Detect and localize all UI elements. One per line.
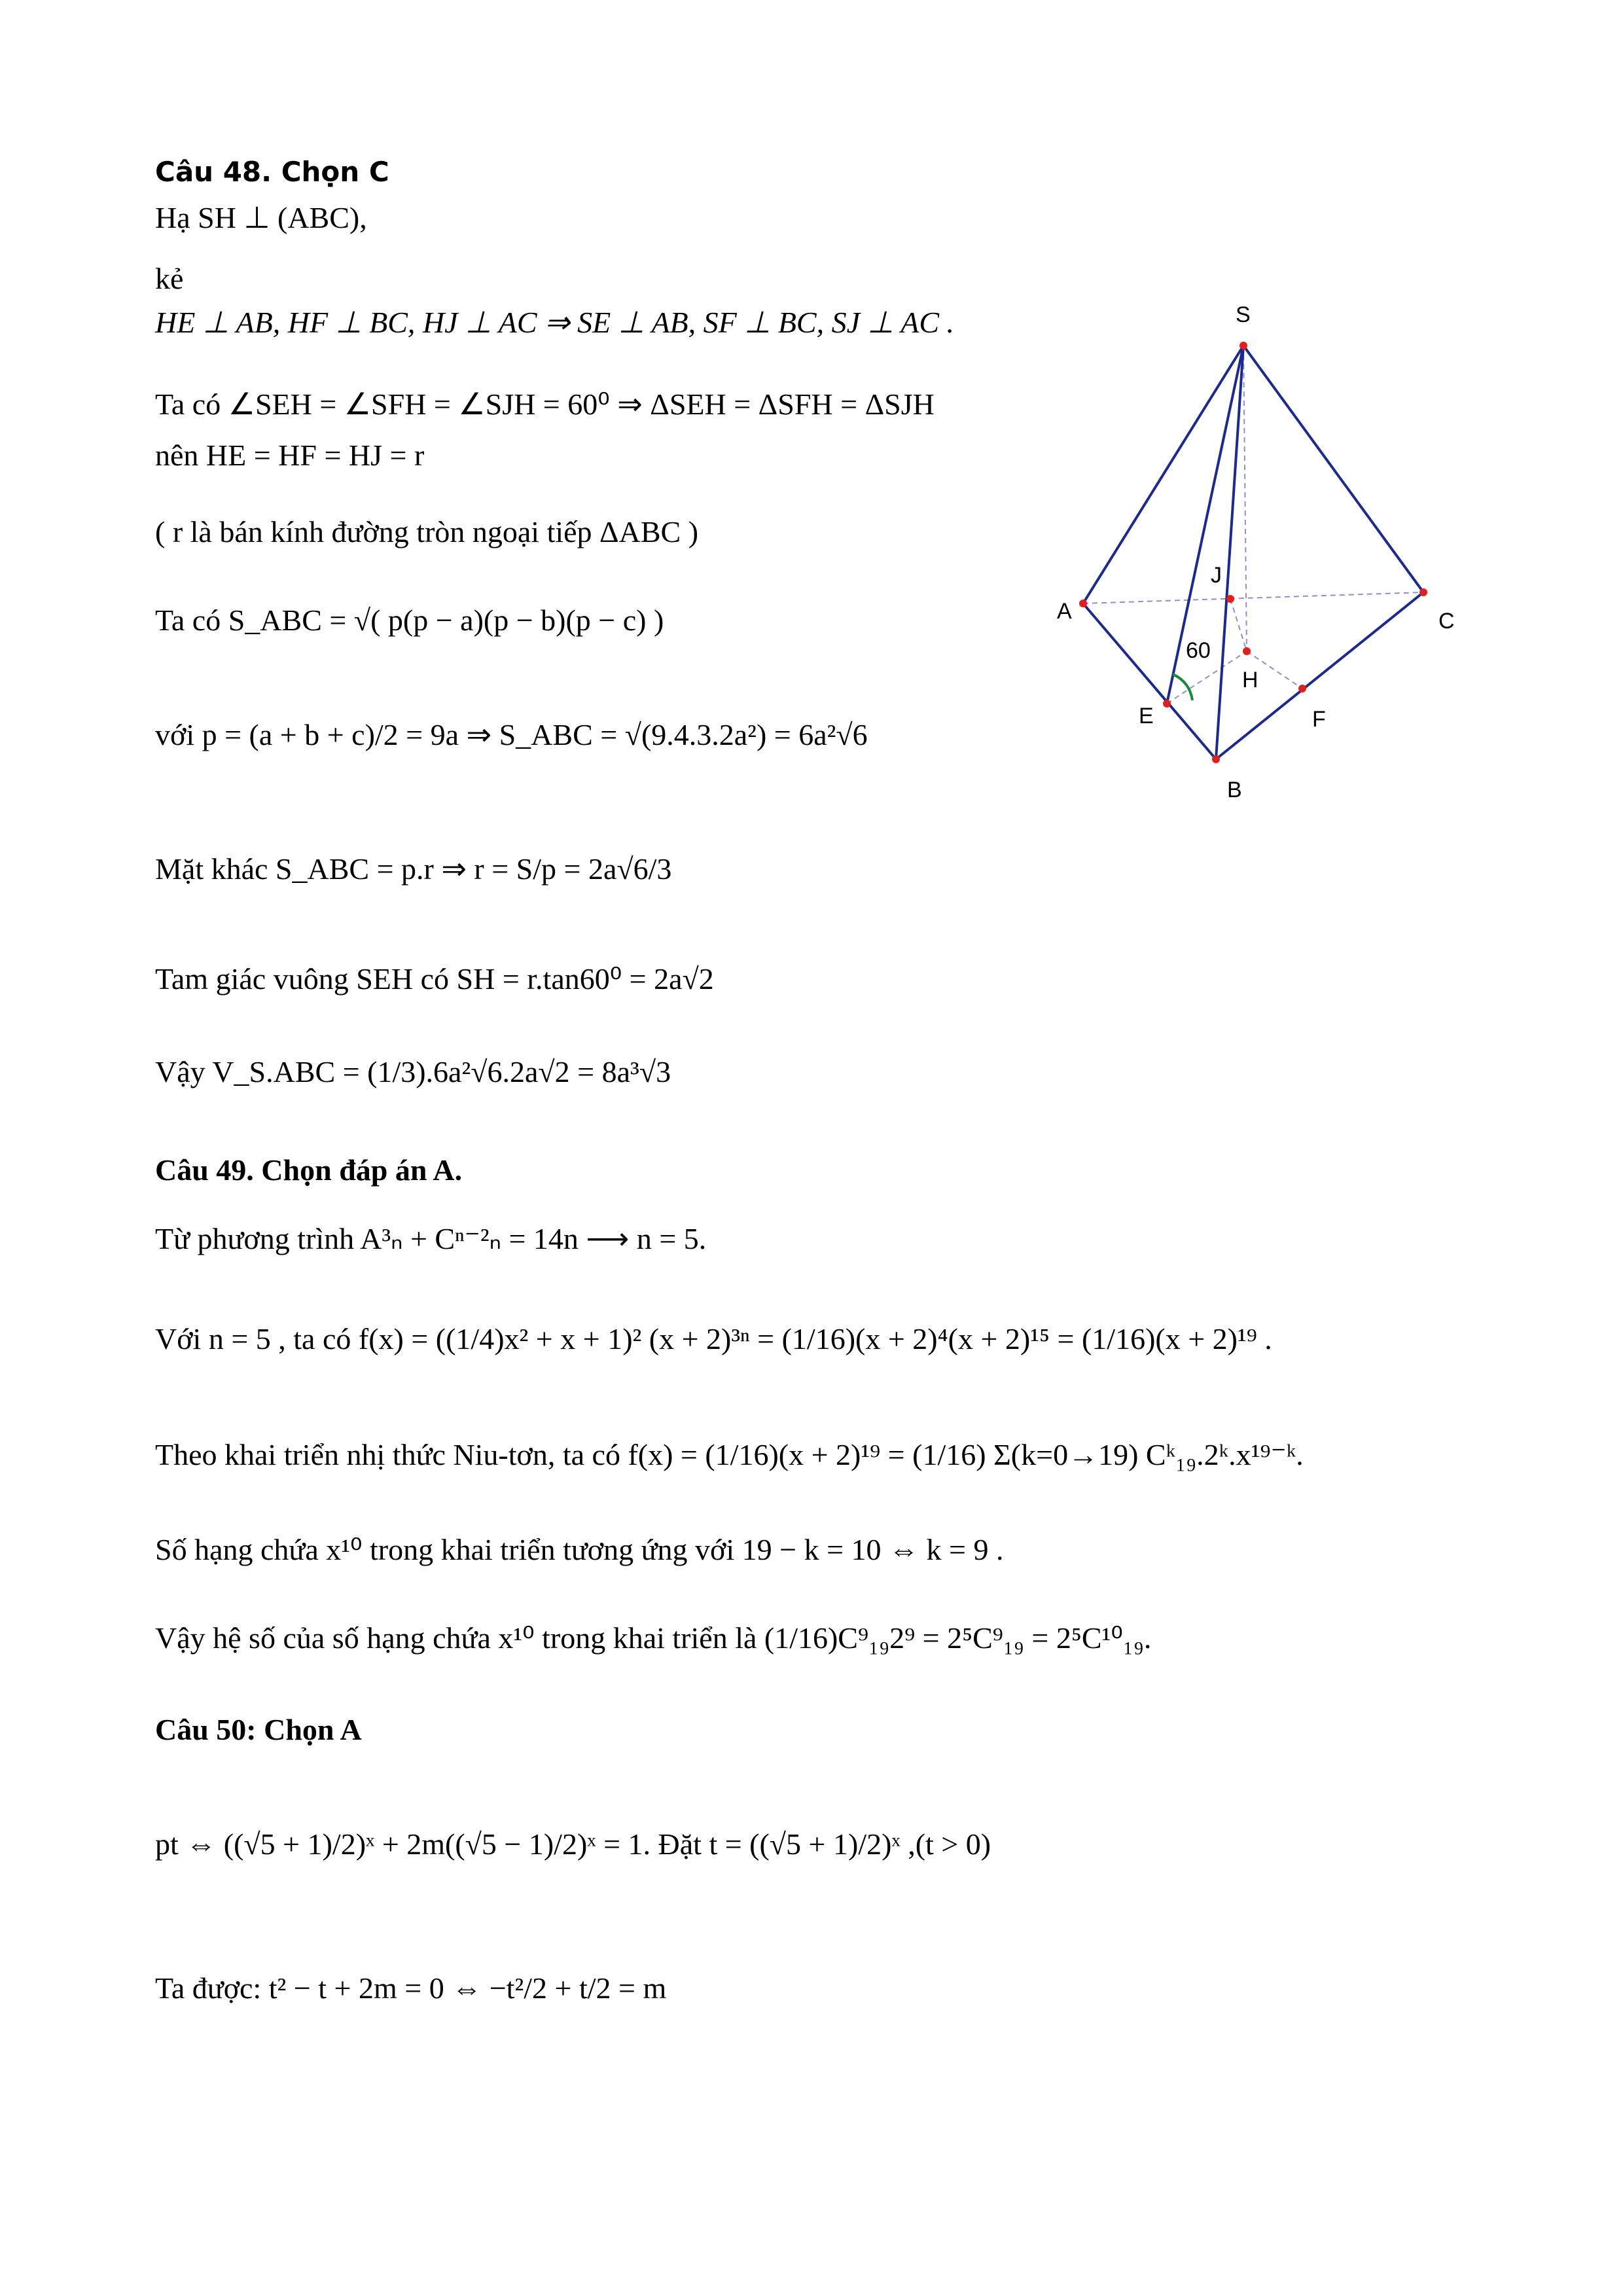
q48-line8: với p = (a + b + c)/2 = 9a ⇒ S_ABC = √(9.4.3.2a²) = 6a²√6 — [155, 718, 868, 751]
edge-AC-hidden — [1083, 592, 1423, 603]
point-A — [1079, 600, 1087, 607]
label-J: J — [1211, 563, 1222, 588]
point-B — [1212, 755, 1220, 763]
label-B: B — [1227, 778, 1242, 802]
pyramid-figure — [1027, 295, 1486, 818]
label-A: A — [1057, 599, 1072, 624]
q49-line1: Từ phương trình A³ₙ + Cⁿ⁻²ₙ = 14n ⟶ n = 5. — [155, 1222, 707, 1255]
point-F — [1298, 685, 1306, 692]
q48-line3: HE ⊥ AB, HF ⊥ BC, HJ ⊥ AC ⇒ SE ⊥ AB, SF ⊥ BC, SJ ⊥ AC . — [155, 306, 955, 339]
edge-JH-hidden — [1230, 599, 1247, 651]
q48-line2: kẻ — [155, 262, 184, 295]
edge-SC — [1243, 346, 1423, 592]
label-F: F — [1312, 707, 1326, 732]
q49-line4: Số hạng chứa x¹⁰ trong khai triển tương ứng với 19 − k = 10 ⇔ k = 9 . — [155, 1533, 1004, 1566]
q48-line9: Mặt khác S_ABC = p.r ⇒ r = S/p = 2a√6/3 — [155, 852, 672, 886]
q48-line7: Ta có S_ABC = √( p(p − a)(p − b)(p − c) ) — [155, 603, 664, 637]
q48-line10: Tam giác vuông SEH có SH = r.tan60⁰ = 2a√2 — [155, 962, 714, 996]
q49-line5: Vậy hệ số của số hạng chứa x¹⁰ trong khai triển là (1/16)C⁹₁₉2⁹ = 2⁵C⁹₁₉ = 2⁵C¹⁰₁₉. — [155, 1621, 1152, 1655]
point-C — [1419, 588, 1427, 596]
point-J — [1226, 595, 1234, 603]
q48-title: Câu 48. Chọn C — [155, 156, 389, 188]
q50-line2: Ta được: t² − t + 2m = 0 ⇔ −t²/2 + t/2 = m — [155, 1971, 667, 2005]
label-H: H — [1242, 668, 1258, 692]
q49-line2: Với n = 5 , ta có f(x) = ((1/4)x² + x + 1)² (x + 2)³ⁿ = (1/16)(x + 2)⁴(x + 2)¹⁵ = (1/16)(x + 2)¹⁹ . — [155, 1322, 1272, 1355]
q48-line4: Ta có ∠SEH = ∠SFH = ∠SJH = 60⁰ ⇒ ΔSEH = ΔSFH = ΔSJH — [155, 387, 935, 421]
edge-AB — [1083, 603, 1216, 759]
q50-title: Câu 50: Chọn A — [155, 1713, 362, 1746]
q48-line11: Vậy V_S.ABC = (1/3).6a²√6.2a√2 = 8a³√3 — [155, 1055, 671, 1088]
point-H — [1243, 647, 1251, 655]
label-S: S — [1236, 302, 1251, 327]
point-E — [1163, 700, 1171, 708]
label-angle-60: 60 — [1186, 638, 1211, 663]
q48-line6: ( r là bán kính đường tròn ngoại tiếp ΔABC ) — [155, 515, 699, 548]
q48-line5: nên HE = HF = HJ = r — [155, 439, 425, 472]
label-C: C — [1438, 609, 1455, 634]
q50-line1: pt ⇔ ((√5 + 1)/2)ˣ + 2m((√5 − 1)/2)ˣ = 1. Đặt t = ((√5 + 1)/2)ˣ ,(t > 0) — [155, 1827, 991, 1861]
q49-title: Câu 49. Chọn đáp án A. — [155, 1153, 463, 1187]
q49-line3: Theo khai triển nhị thức Niu-tơn, ta có f(x) = (1/16)(x + 2)¹⁹ = (1/16) Σ(k=0→19) Cᵏ₁₉.2ᵏ.x¹⁹⁻ᵏ. — [155, 1438, 1304, 1471]
point-S — [1240, 342, 1247, 350]
edge-SH-hidden — [1243, 346, 1247, 651]
angle-arc — [1173, 674, 1192, 700]
q48-line1: Hạ SH ⊥ (ABC), — [155, 201, 367, 234]
label-E: E — [1139, 704, 1154, 728]
